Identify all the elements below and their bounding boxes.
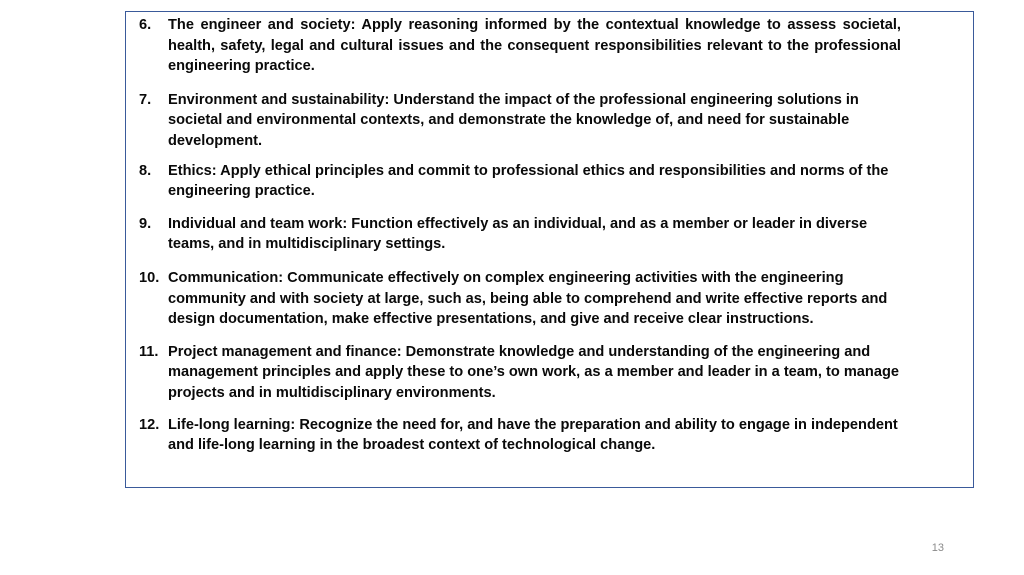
outcome-text: The engineer and society: Apply reasoning informed by the contextual knowledge to assess societal, health, safety, legal and cultural issues and the consequent responsibilities relevant to the professional engineering practice. (168, 17, 901, 75)
outcome-text: Environment and sustainability: Understand the impact of the professional engineering solutions in societal and environmental contexts, and demonstrate the knowledge of, and need for sustainable development. (168, 91, 859, 149)
outcome-number: 7. (139, 91, 152, 108)
outcome-number: 12. (139, 416, 160, 433)
outcome-text: Communication: Communicate effectively on complex engineering activities with the engineering community and with society at large, such as, being able to comprehend and write effective reports and design documentation, make effective presentations, and give and receive clear instructions. (168, 269, 888, 328)
outcome-number: 10. (139, 269, 160, 286)
outcome-item-7 (139, 90, 901, 152)
outcome-item-6 (139, 15, 901, 77)
outcome-number: 8. (139, 162, 152, 179)
outcome-text: Ethics: Apply ethical principles and commit to professional ethics and responsibilities and norms of the engineering practice. (168, 162, 889, 200)
outcome-text: Individual and team work: Function effectively as an individual, and as a member or leader in diverse teams, and in multidisciplinary settings. (168, 215, 868, 253)
outcome-number: 6. (139, 17, 152, 33)
slide-number: 13 (931, 542, 944, 554)
program-outcomes-list (139, 15, 901, 456)
outcome-item-9 (139, 214, 901, 255)
outcome-text: Project management and finance: Demonstrate knowledge and understanding of the engineering and management principles and apply these to one’s own work, as a member and leader in a team, to manage projects and in multidisciplinary environments. (168, 343, 899, 401)
outcome-text: Life-long learning: Recognize the need for, and have the preparation and ability to engage in independent and life-long learning in the broadest context of technological change. (168, 416, 898, 454)
outcome-item-10 (139, 268, 901, 330)
outcome-number: 9. (139, 215, 152, 232)
outcome-item-8 (139, 161, 901, 202)
outcome-number: 11. (139, 343, 159, 360)
outcome-item-11 (139, 342, 901, 404)
outcome-item-12 (139, 415, 901, 456)
